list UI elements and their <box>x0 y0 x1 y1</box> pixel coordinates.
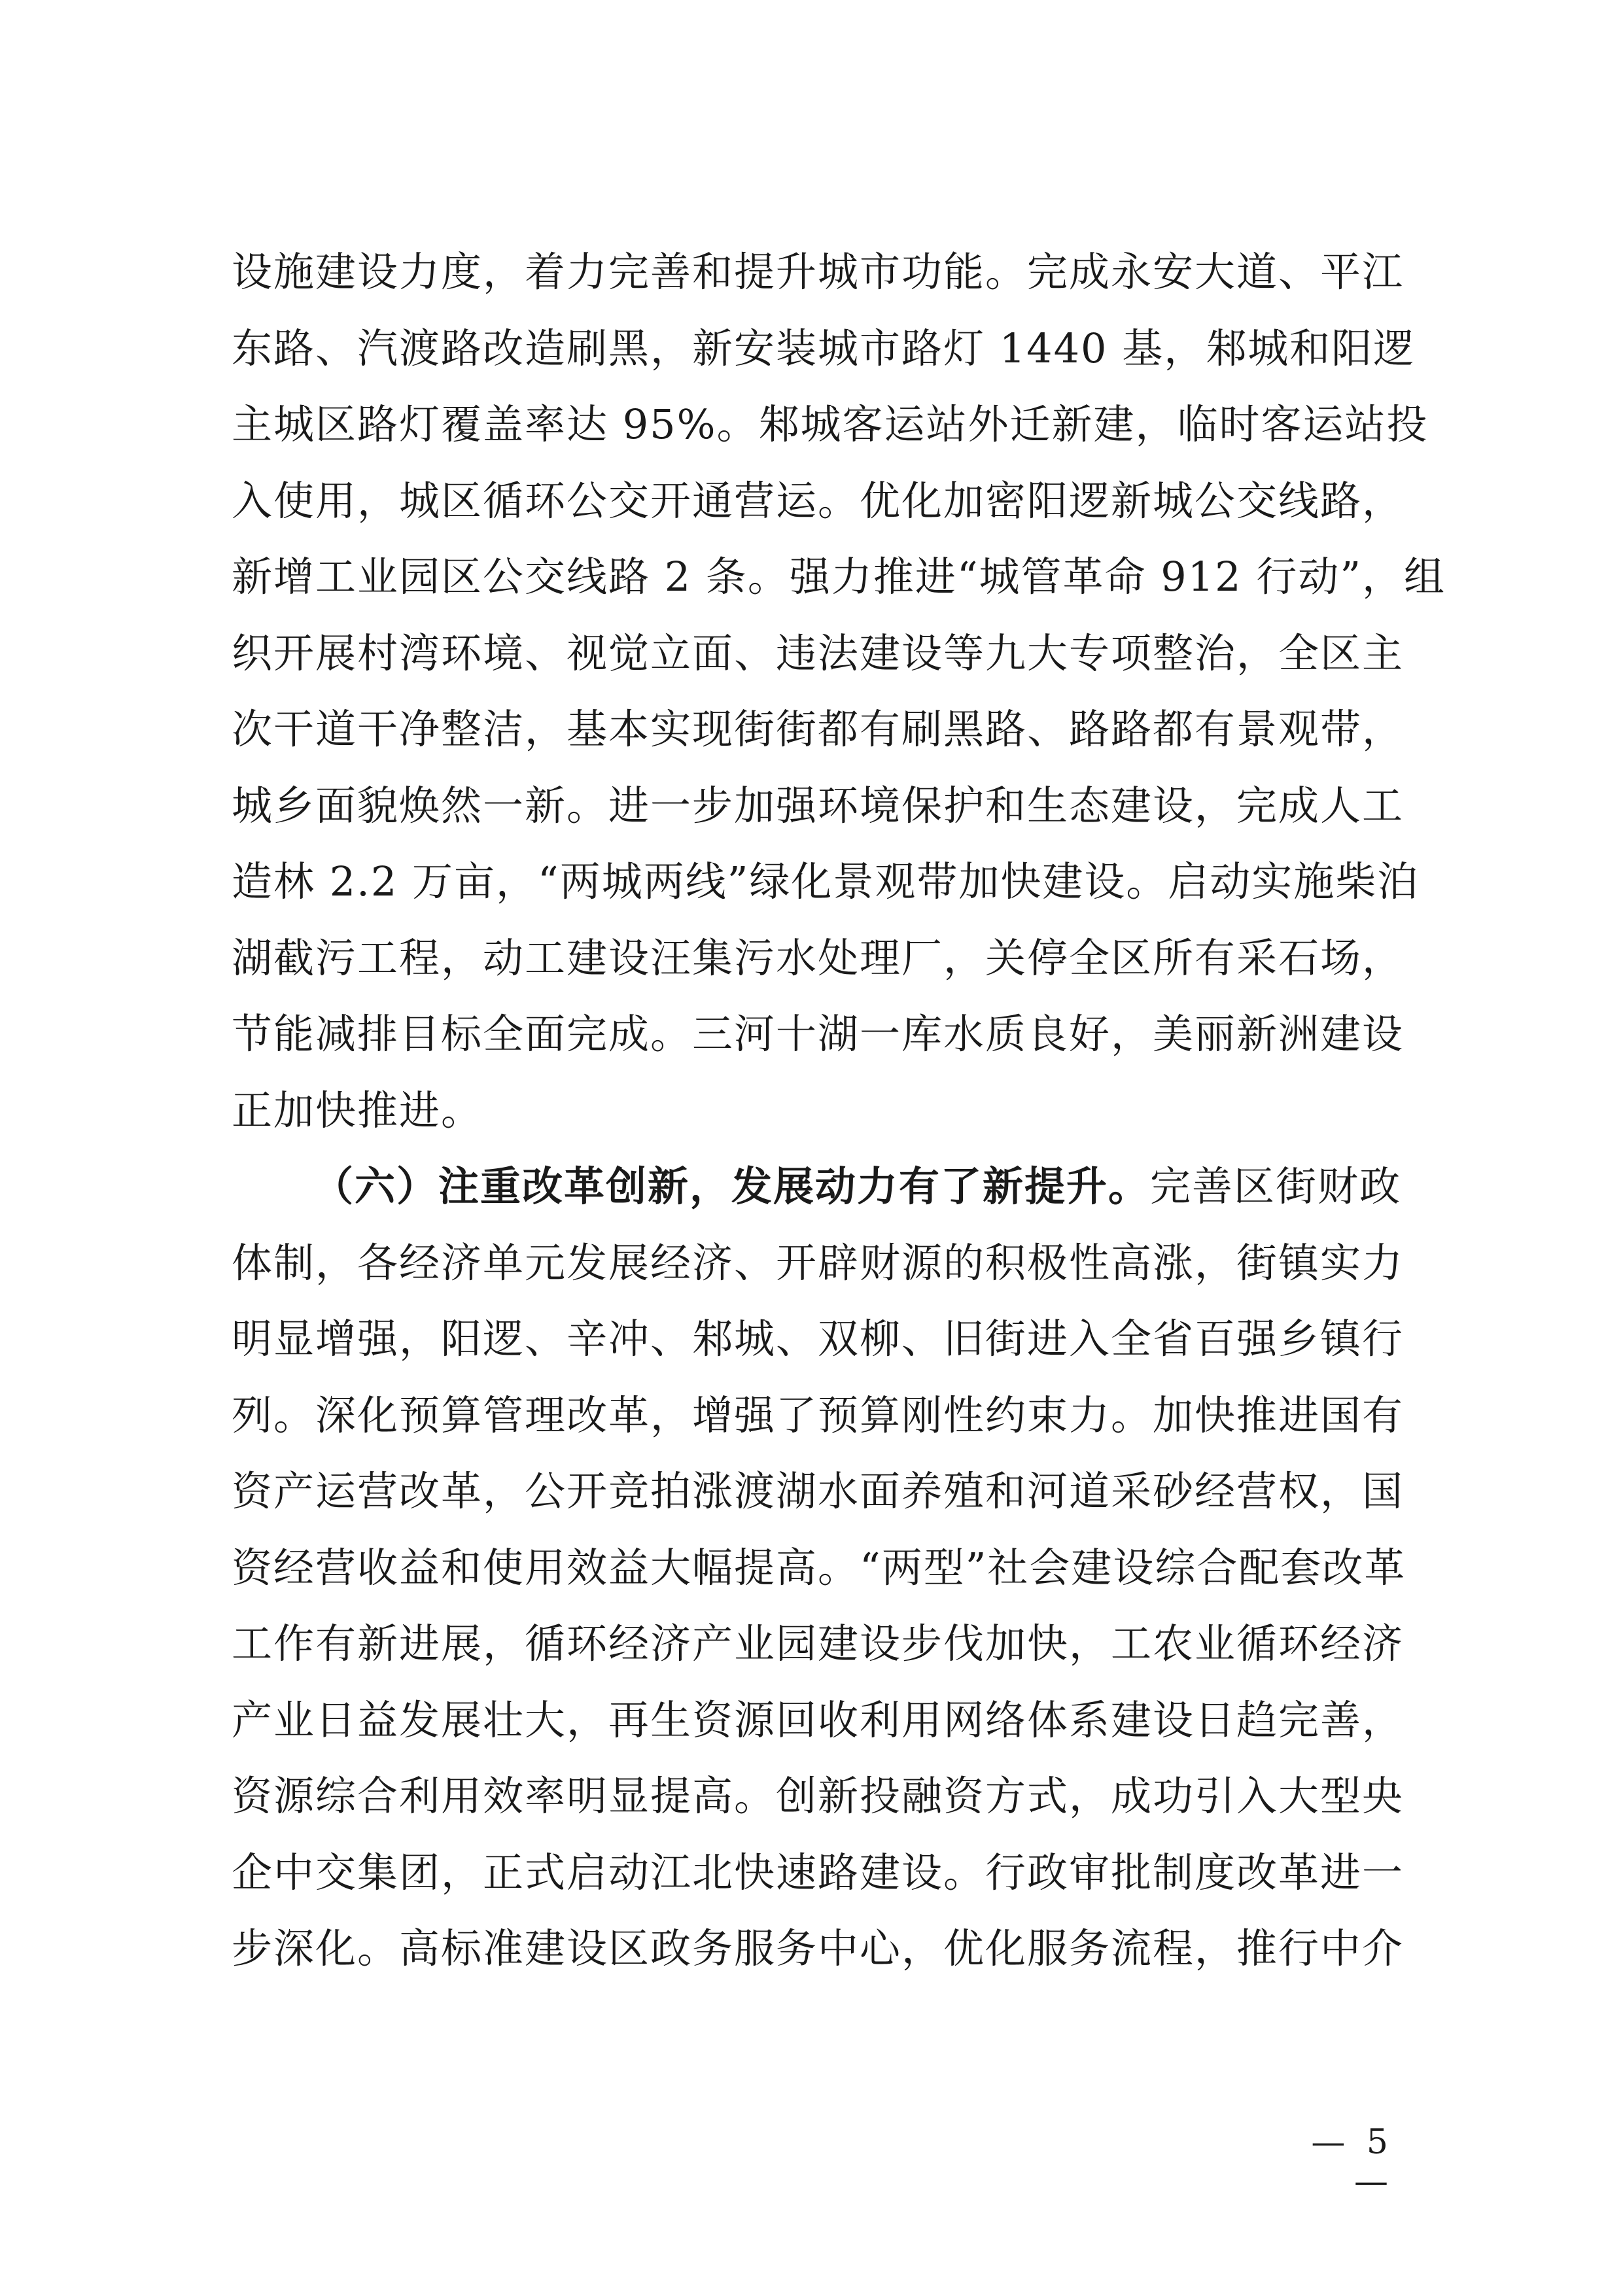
text-line: 明显增强，阳逻、辛冲、邾城、双柳、旧街进入全省百强乡镇行 <box>232 1315 1405 1363</box>
text-line: 新增工业园区公交线路 2 条。强力推进“城管革命 912 行动”，组 <box>232 553 1446 600</box>
text-line: 设施建设力度，着力完善和提升城市功能。完成永安大道、平江 <box>232 248 1405 296</box>
text-line: 次干道干净整洁，基本实现街街都有刷黑路、路路都有景观带， <box>232 705 1405 753</box>
text-line: 产业日益发展壮大，再生资源回收利用网络体系建设日趋完善， <box>232 1696 1405 1744</box>
text-line: 资源综合利用效率明显提高。创新投融资方式，成功引入大型央 <box>232 1772 1405 1820</box>
text-line: 东路、汽渡路改造刷黑，新安装城市路灯 1440 基，邾城和阳逻 <box>232 324 1416 372</box>
text-line: 节能减排目标全面完成。三河十湖一库水质良好，美丽新洲建设 <box>232 1010 1405 1058</box>
section-first-line-text: 完善区街财政 <box>1150 1162 1402 1210</box>
section-first-line <box>232 1149 1402 1225</box>
text-line: 体制，各经济单元发展经济、开辟财源的积极性高涨，街镇实力 <box>232 1238 1405 1287</box>
text-line: 织开展村湾环境、视觉立面、违法建设等九大专项整治，全区主 <box>232 629 1405 677</box>
text-line: 湖截污工程，动工建设汪集污水处理厂，关停全区所有采石场， <box>232 933 1405 982</box>
text-line: 主城区路灯覆盖率达 95%。邾城客运站外迁新建，临时客运站投 <box>232 400 1429 448</box>
page-number: — 5 — <box>1311 2123 1393 2201</box>
text-line: 列。深化预算管理改革，增强了预算刚性约束力。加快推进国有 <box>232 1391 1405 1439</box>
text-line: 资经营收益和使用效益大幅提高。“两型”社会建设综合配套改革 <box>232 1543 1406 1592</box>
text-line: 城乡面貌焕然一新。进一步加强环境保护和生态建设，完成人工 <box>232 781 1405 829</box>
text-line: 步深化。高标准建设区政务服务中心，优化服务流程，推行中介 <box>232 1924 1405 1972</box>
text-line: 资产运营改革，公开竞拍涨渡湖水面养殖和河道采砂经营权，国 <box>232 1467 1405 1515</box>
body-text <box>232 234 1446 1987</box>
text-line: 企中交集团，正式启动江北快速路建设。行政审批制度改革进一 <box>232 1848 1405 1896</box>
text-line: 入使用，城区循环公交开通营运。优化加密阳逻新城公交线路， <box>232 476 1405 525</box>
text-line: 造林 2.2 万亩，“两城两线”绿化景观带加快建设。启动实施柴泊 <box>232 858 1420 905</box>
section-heading: （六）注重改革创新，发展动力有了新提升。 <box>313 1162 1151 1210</box>
text-line: 正加快推进。 <box>232 1086 483 1134</box>
text-line: 工作有新进展，循环经济产业园建设步伐加快，工农业循环经济 <box>232 1620 1405 1667</box>
